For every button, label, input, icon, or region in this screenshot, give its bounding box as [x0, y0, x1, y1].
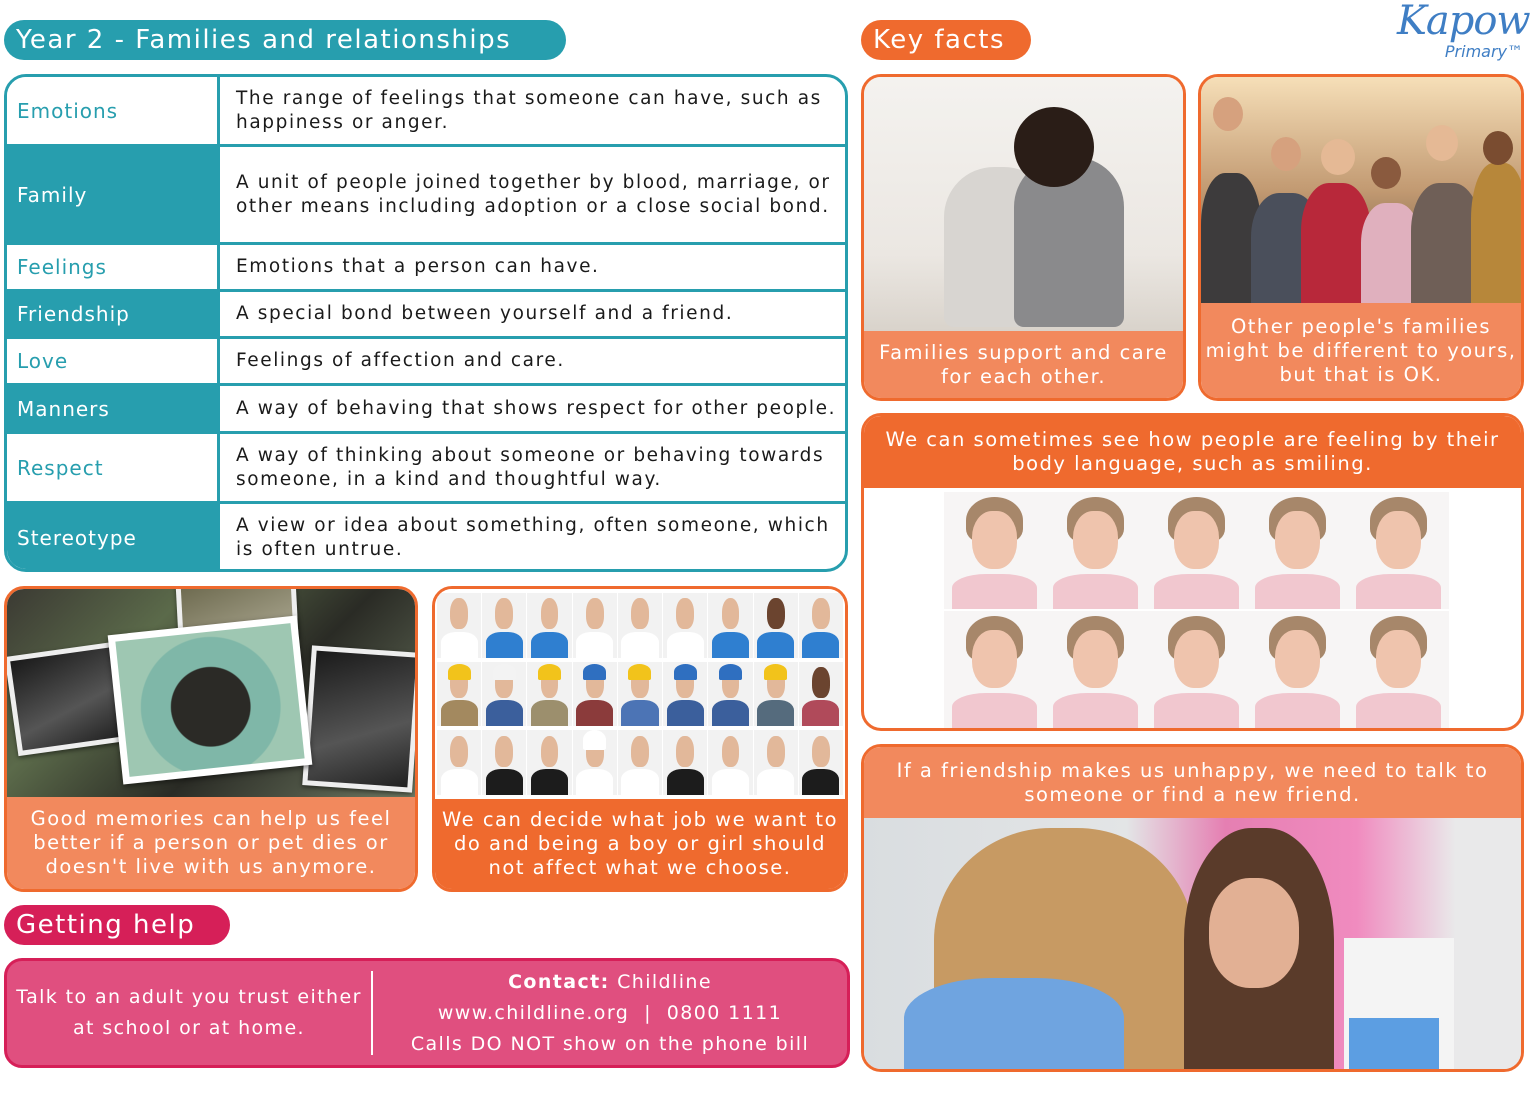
getting-help-heading: Getting help	[4, 905, 230, 945]
contact-label: Contact:	[508, 970, 610, 993]
families-support-caption: Families support and care for each other.	[864, 331, 1183, 398]
kapow-logo	[1395, 0, 1530, 64]
vocab-definition: A way of behaving that shows respect for other people.	[236, 397, 837, 419]
memories-card	[4, 586, 418, 892]
jobs-card	[432, 586, 848, 892]
vocab-term: Emotions	[7, 77, 220, 144]
help-box	[4, 958, 850, 1068]
vocab-term: Love	[7, 339, 220, 383]
vocab-definition: A special bond between yourself and a friend.	[236, 303, 734, 324]
other-families-card	[1198, 74, 1524, 401]
logo-sub-text: Primary™	[1444, 42, 1523, 61]
hugging-image	[864, 77, 1183, 331]
workers-grid-image	[435, 589, 845, 799]
friendship-caption: If a friendship makes us unhappy, we need to talk to someone or find a new friend.	[864, 747, 1521, 818]
help-advice: Talk to an adult you trust either at school or at home.	[16, 986, 362, 1039]
contact-name: Childline	[617, 970, 712, 993]
vocab-definition: Feelings of affection and care.	[236, 350, 565, 371]
phone-bill-note: Calls DO NOT show on the phone bill	[410, 1032, 810, 1055]
vocab-term: Stereotype	[7, 504, 220, 572]
contact-separator: |	[644, 1001, 652, 1024]
vocab-row-friendship	[7, 292, 845, 339]
cat-photos-image	[7, 589, 415, 797]
page-title: Year 2 - Families and relationships	[4, 20, 566, 60]
vocab-term: Respect	[7, 434, 220, 501]
key-facts-heading: Key facts	[861, 20, 1031, 60]
childline-phone[interactable]: 0800 1111	[666, 1001, 783, 1024]
friendship-card	[861, 744, 1524, 1072]
help-contact	[373, 967, 847, 1060]
facial-expressions-image	[944, 492, 1449, 728]
vocab-definition: A way of thinking about someone or behaving towards someone, in a kind and thoughtful way.	[236, 444, 825, 490]
vocab-row-feelings	[7, 245, 845, 292]
jobs-caption: We can decide what job we want to do and being a boy or girl should not affect what we choose.	[435, 799, 845, 889]
vocab-term: Manners	[7, 386, 220, 431]
vocab-row-stereotype	[7, 504, 845, 572]
vocab-definition: The range of feelings that someone can have, such as happiness or anger.	[236, 87, 822, 133]
family-group-image	[1201, 77, 1521, 303]
vocabulary-table	[4, 74, 848, 572]
vocab-row-respect	[7, 434, 845, 504]
vocab-row-emotions	[7, 77, 845, 147]
vocab-term: Family	[7, 147, 220, 242]
memories-caption: Good memories can help us feel better if a person or pet dies or doesn't live with us anymore.	[7, 797, 415, 889]
childline-website[interactable]: www.childline.org	[437, 1001, 630, 1024]
vocab-row-manners	[7, 386, 845, 434]
comforting-image	[864, 818, 1521, 1072]
logo-main-text: Kapow	[1397, 0, 1530, 44]
body-language-card	[861, 413, 1524, 731]
other-families-caption: Other people's families might be different to yours, but that is OK.	[1201, 303, 1521, 398]
vocab-row-family	[7, 147, 845, 245]
vocab-term: Feelings	[7, 245, 220, 289]
vocab-definition: Emotions that a person can have.	[236, 256, 600, 277]
vocab-row-love	[7, 339, 845, 386]
vocab-term: Friendship	[7, 292, 220, 336]
vocab-definition: A view or idea about something, often someone, which is often untrue.	[236, 515, 830, 560]
families-support-card	[861, 74, 1186, 401]
vocab-definition: A unit of people joined together by blood, marriage, or other means including adoption or a close social bond.	[236, 171, 831, 217]
body-language-caption: We can sometimes see how people are feeling by their body language, such as smiling.	[864, 416, 1521, 488]
